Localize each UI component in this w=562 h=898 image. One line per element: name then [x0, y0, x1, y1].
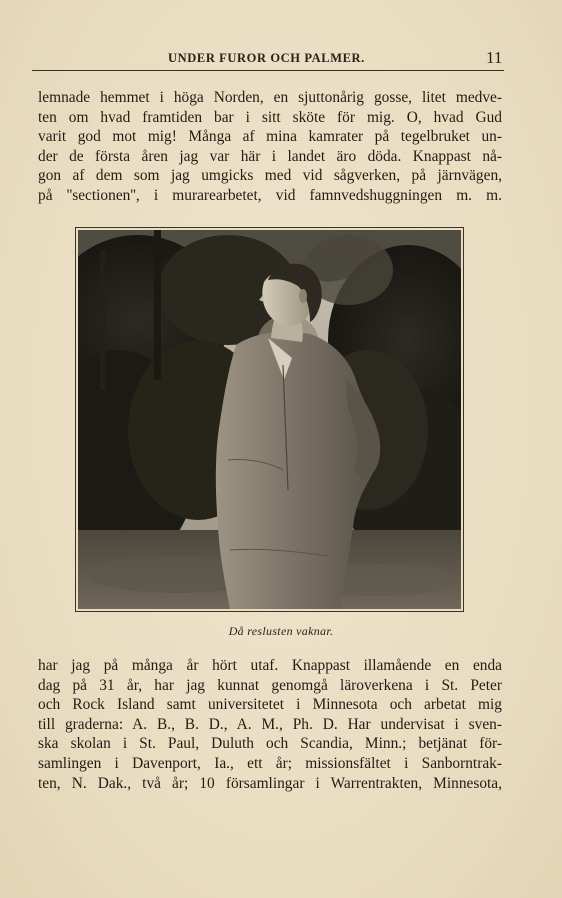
- page-number: 11: [486, 48, 503, 67]
- paragraph-bottom: [38, 656, 502, 793]
- running-header-title: UNDER FUROR OCH PALMER.: [168, 51, 365, 65]
- photograph-man-in-garden: [78, 230, 461, 609]
- text-line: varit god mot mig! Många af mina kamrater på tegelbruket un-: [38, 128, 502, 146]
- running-header: [0, 48, 562, 68]
- text-line: der de första åren jag var här i landet äro döda. Knappast nå-: [38, 147, 502, 165]
- text-line: gon af dem som jag umgicks med vid sågverken, på järnvägen,: [38, 167, 502, 185]
- text-line: dag på 31 år, har jag kunnat genomgå läroverkena i St. Peter: [38, 676, 502, 694]
- figure-caption: Då reslusten vaknar.: [228, 624, 334, 638]
- header-rule: [32, 70, 504, 71]
- text-line: lemnade hemmet i höga Norden, en sjuttonårig gosse, litet medve-: [38, 89, 502, 106]
- text-line: samlingen i Davenport, Ia., ett år; missionsfältet i Sanborntrak-: [38, 754, 502, 772]
- text-line: på ''sectionen'', i murarearbetet, vid famnvedshuggningen m. m.: [38, 186, 502, 204]
- paragraph-top: [38, 88, 502, 206]
- text-line: till graderna: A. B., B. D., A. M., Ph. D. Har undervisat i sven-: [38, 715, 502, 733]
- text-line: har jag på många år hört utaf. Knappast illamående en enda: [38, 657, 502, 674]
- text-line: och Rock Island samt universitetet i Minnesota och arbetat mig: [38, 696, 502, 714]
- text-line: ten om hvad framtiden bar i sitt sköte för mig. O, hvad Gud: [38, 108, 502, 126]
- photograph-frame: [75, 227, 464, 612]
- text-line: ska skolan i St. Paul, Duluth och Scandia, Minn.; betjänat för-: [38, 735, 502, 753]
- text-line: ten, N. Dak., två år; 10 församlingar i Warrentrakten, Minnesota,: [38, 774, 502, 792]
